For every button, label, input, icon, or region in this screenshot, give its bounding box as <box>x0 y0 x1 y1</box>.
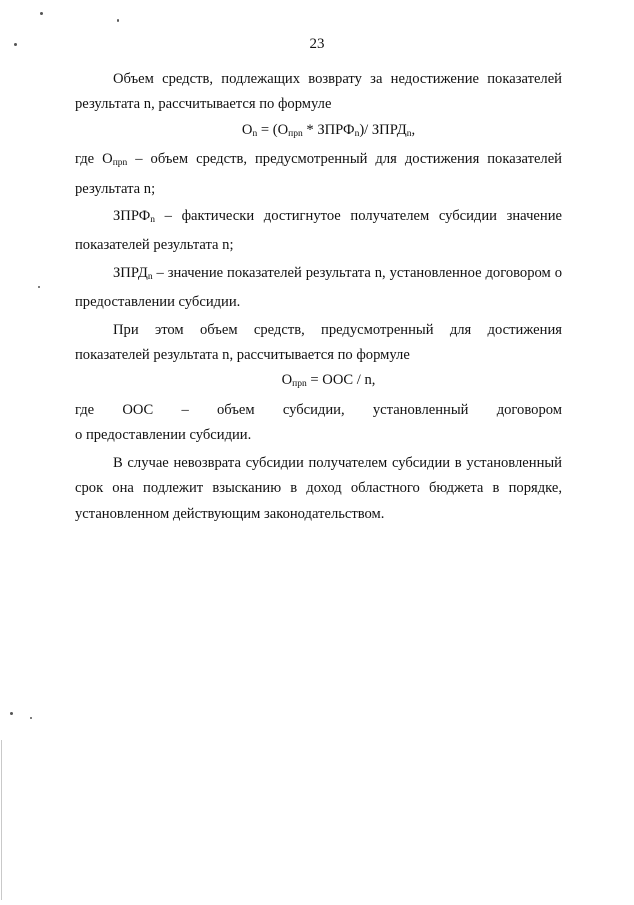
paragraph-definition-oprn <box>75 147 562 202</box>
scan-speck <box>40 12 43 15</box>
paragraph-oprn-calculation: При этом объем средств, предусмотренный для достижения показателей результата n, рассчитывается по формуле <box>75 321 562 364</box>
formula-part: = OOC / n, <box>306 372 376 389</box>
definition-line: где OOC – объем субсидии, установленный договором <box>75 401 562 418</box>
definition-line: о предоставлении субсидии. <box>75 427 252 444</box>
formula-symbol: O <box>241 121 253 138</box>
formula-symbol: O <box>281 372 293 389</box>
formula-subscript: n <box>406 128 412 139</box>
paragraph-definition-zprd <box>75 261 562 316</box>
page-number: 23 <box>309 36 325 52</box>
definition-text: – значение показателей результата n, установленное договором о предоставлении субсидии. <box>75 264 562 311</box>
paragraph-non-return: В случае невозврата субсидии получателем субсидии в установленный срок она подлежит взысканию в доход областного бюджета в порядке, установленном действующим законодательством. <box>75 454 562 522</box>
formula-part: * ЗПРФ <box>302 121 355 138</box>
definition-term: ЗПРД <box>113 264 148 281</box>
formula-refund <box>75 118 562 147</box>
definition-term: где O <box>75 151 113 168</box>
definition-subscript: n <box>150 215 155 226</box>
scan-speck <box>117 19 119 22</box>
formula-oprn <box>75 368 562 397</box>
definition-term: ЗПРФ <box>113 208 151 225</box>
definition-text: – фактически достигнутое получателем субсидии значение показателей результата n; <box>75 208 562 254</box>
definition-subscript: прn <box>112 158 128 169</box>
formula-subscript: n <box>354 128 360 139</box>
formula-part: = (O <box>257 121 289 138</box>
definition-text: – объем средств, предусмотренный для достижения показателей результата n; <box>75 151 562 197</box>
paragraph-definition-zprf <box>75 204 562 259</box>
paragraph-definition-ooc <box>75 398 562 449</box>
scan-speck <box>30 717 32 719</box>
formula-subscript: прn <box>288 128 303 139</box>
paragraph-refund-volume: Объем средств, подлежащих возврату за недостижение показателей результата n, рассчитывается по формуле <box>75 71 562 113</box>
document-body <box>75 67 562 527</box>
scan-edge <box>1 740 2 900</box>
formula-subscript: n <box>252 128 258 139</box>
definition-subscript: n <box>147 271 153 282</box>
formula-subscript: прn <box>292 379 307 390</box>
formula-part: , <box>411 121 416 138</box>
scan-speck <box>10 712 13 715</box>
scan-speck <box>38 286 40 288</box>
formula-part: )/ ЗПРД <box>359 121 407 138</box>
